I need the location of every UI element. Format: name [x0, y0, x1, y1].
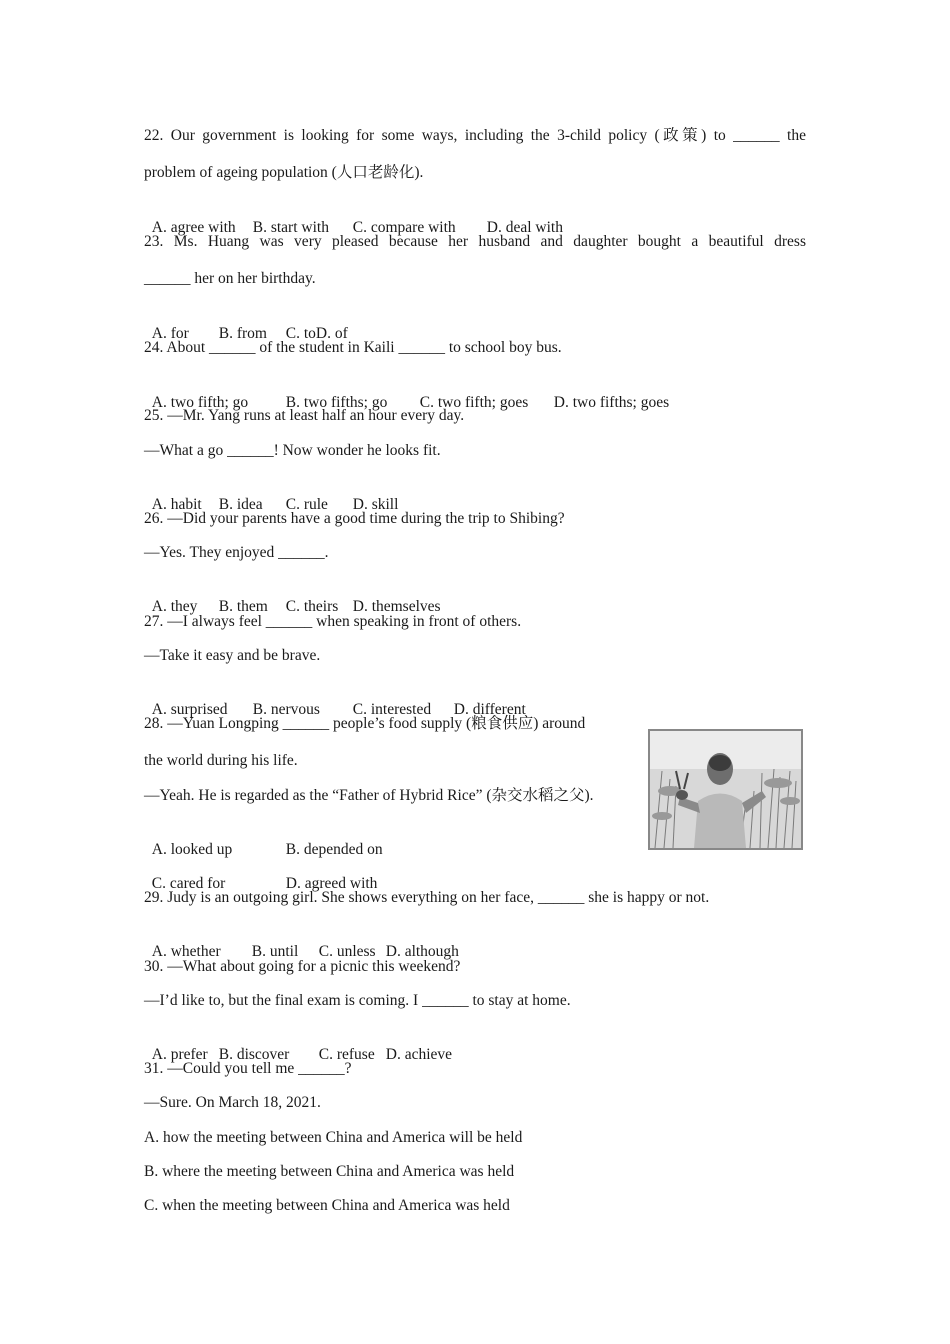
q26-stem-line2: —Yes. They enjoyed ______. [144, 544, 329, 561]
q29-options [144, 922, 459, 962]
q23-stem-line1: 23. Ms. Huang was very pleased because her husband and daughter bought a beautiful dress [144, 233, 806, 250]
q25-stem-line1: 25. —Mr. Yang runs at least half an hour every day. [144, 407, 465, 424]
q30-option-a: A. prefer [151, 1046, 208, 1063]
q24-option-b: B. two fifths; go [285, 394, 388, 411]
q26-option-a: A. they [151, 598, 198, 615]
q25-option-a: A. habit [151, 496, 202, 513]
q28-option-a: A. looked up [151, 841, 233, 858]
q23-option-c: C. to [285, 325, 316, 342]
q27-stem-line2: —Take it easy and be brave. [144, 647, 321, 664]
q28-option-b: B. depended on [285, 841, 383, 858]
q26-stem-line1: 26. —Did your parents have a good time during the trip to Shibing? [144, 510, 565, 527]
q28-stem-line3: —Yeah. He is regarded as the “Father of Hybrid Rice” (杂交水稻之父). [144, 787, 594, 804]
q22-option-b: B. start with [252, 219, 329, 236]
q22-stem-line1: 22. Our government is looking for some ways, including the 3-child policy (政策) to ______ the [144, 127, 806, 144]
q26-options [144, 577, 441, 617]
q25-option-d: D. skill [352, 496, 399, 513]
q29-option-a: A. whether [151, 943, 221, 960]
q23-option-a: A. for [151, 325, 189, 342]
q24-stem-line1: 24. About ______ of the student in Kaili ______ to school boy bus. [144, 339, 562, 356]
q25-stem-line2: —What a go ______! Now wonder he looks fit. [144, 442, 441, 459]
q30-option-b: B. discover [218, 1046, 290, 1063]
q24-option-d: D. two fifths; goes [553, 394, 670, 411]
q23-option-d: D. of [315, 325, 348, 342]
q24-option-c: C. two fifth; goes [419, 394, 529, 411]
q30-stem-line2: —I’d like to, but the final exam is coming. I ______ to stay at home. [144, 992, 571, 1009]
q26-option-c: C. theirs [285, 598, 339, 615]
q29-option-b: B. until [251, 943, 299, 960]
q31-option-c: C. when the meeting between China and America was held [144, 1197, 510, 1214]
q31-stem-line1: 31. —Could you tell me ______? [144, 1060, 352, 1077]
q29-stem-line1: 29. Judy is an outgoing girl. She shows everything on her face, ______ she is happy or not. [144, 889, 710, 906]
q28-option-d: D. agreed with [285, 875, 378, 892]
q23-option-b: B. from [218, 325, 267, 342]
q27-option-c: C. interested [352, 701, 432, 718]
q31-option-b: B. where the meeting between China and America was held [144, 1163, 515, 1180]
q31-option-a: A. how the meeting between China and America will be held [144, 1129, 523, 1146]
q22-option-c: C. compare with [352, 219, 456, 236]
q22-option-d: D. deal with [486, 219, 563, 236]
q25-option-b: B. idea [218, 496, 263, 513]
rice-field-photo-image [650, 731, 801, 848]
q30-stem-line1: 30. —What about going for a picnic this weekend? [144, 958, 461, 975]
rice-field-photo [648, 729, 803, 850]
q30-option-d: D. achieve [385, 1046, 453, 1063]
q22-option-a: A. agree with [151, 219, 236, 236]
q29-option-d: D. although [385, 943, 459, 960]
q29-option-c: C. unless [318, 943, 376, 960]
q28-stem-line2: the world during his life. [144, 752, 298, 769]
q26-option-b: B. them [218, 598, 268, 615]
q25-option-c: C. rule [285, 496, 328, 513]
q27-option-a: A. surprised [151, 701, 228, 718]
q22-stem-line2: problem of ageing population (人口老龄化). [144, 164, 424, 181]
q31-stem-line2: —Sure. On March 18, 2021. [144, 1094, 321, 1111]
q23-stem-line2: ______ her on her birthday. [144, 270, 316, 287]
q27-stem-line1: 27. —I always feel ______ when speaking in front of others. [144, 613, 522, 630]
q27-option-b: B. nervous [252, 701, 320, 718]
q26-option-d: D. themselves [352, 598, 441, 615]
q28-option-c: C. cared for [151, 875, 226, 892]
q28-stem-line1: 28. —Yuan Longping ______ people’s food supply (粮食供应) around [144, 715, 586, 732]
q24-option-a: A. two fifth; go [151, 394, 249, 411]
q30-option-c: C. refuse [318, 1046, 375, 1063]
q27-option-d: D. different [453, 701, 526, 718]
